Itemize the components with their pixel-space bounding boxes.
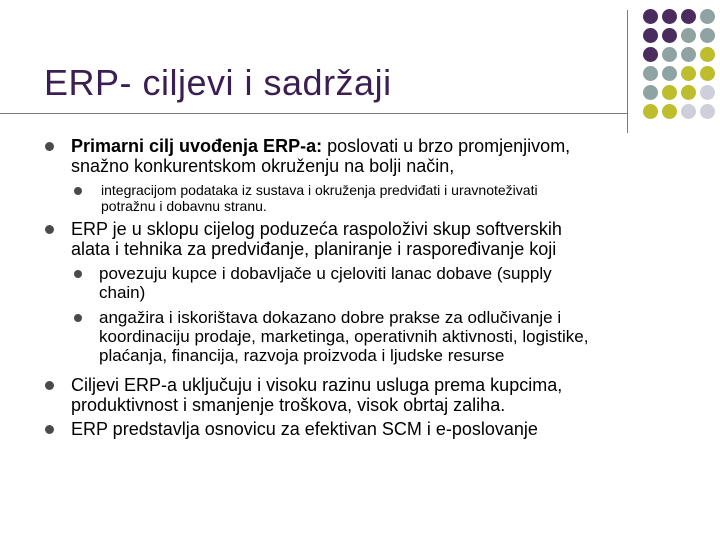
sub-bullet-text-line: koordinaciju prodaje, marketinga, operativnih aktivnosti, logistike, <box>99 327 589 346</box>
bullet-text-line: snažno konkurentskom okruženju na bolji način, <box>71 156 455 176</box>
bullet-text-line: produktivnost i smanjenje troškova, visok obrtaj zaliha. <box>71 395 506 415</box>
bullet-text-line: poslovati u brzo promjenjivom, <box>322 136 571 156</box>
bullet-marker <box>45 142 54 151</box>
bullet-text-line: Ciljevi ERP-a uključuju i visoku razinu usluga prema kupcima, <box>71 375 563 395</box>
sub-bullet-marker <box>74 314 82 322</box>
sub-bullet-item <box>99 308 588 365</box>
sub-bullet-text-line: chain) <box>99 283 146 302</box>
bullet-item <box>71 136 570 176</box>
bullet-text-line: ERP je u sklopu cijelog poduzeća raspoloživi skup softverskih <box>71 219 562 239</box>
sub-bullet-item <box>101 182 538 214</box>
sub-bullet-item <box>99 264 552 302</box>
bullet-marker <box>45 225 54 234</box>
bullet-marker <box>45 425 54 434</box>
bullet-item <box>71 219 562 259</box>
sub-bullet-marker <box>74 187 82 195</box>
bullet-marker <box>45 381 54 390</box>
sub-bullet-text-line: potražnu i dobavnu stranu. <box>101 198 267 214</box>
bullet-item <box>71 419 538 439</box>
sub-bullet-text-line: plaćanja, financija, razvoja proizvoda i ljudske resurse <box>99 346 505 365</box>
bullet-text-line: ERP predstavlja osnovicu za efektivan SCM i e-poslovanje <box>71 419 538 439</box>
bullet-bold-lead: Primarni cilj uvođenja ERP-a: <box>71 136 323 156</box>
sub-bullet-marker <box>74 270 82 278</box>
sub-bullet-text-line: povezuju kupce i dobavljače u cjeloviti lanac dobave (supply <box>99 264 552 283</box>
sub-bullet-text-line: angažira i iskorištava dokazano dobre prakse za odlučivanje i <box>99 308 562 327</box>
bullet-item <box>71 375 562 415</box>
bullet-text-line: alata i tehnika za predviđanje, planiranje i raspoređivanje koji <box>71 239 557 259</box>
sub-bullet-text-line: integracijom podataka iz sustava i okruženja predviđati i uravnoteživati <box>101 182 538 198</box>
slide-title: ERP- ciljevi i sadržaji <box>44 62 392 103</box>
